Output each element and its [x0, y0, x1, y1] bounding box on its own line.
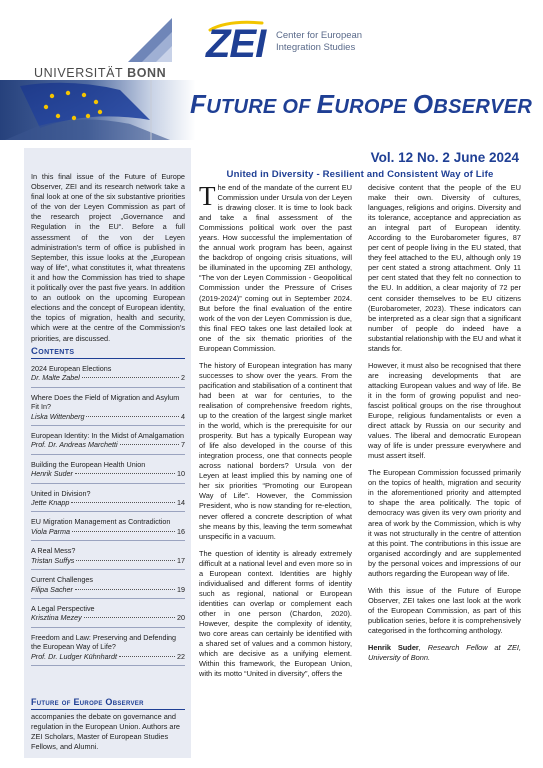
toc-author: Dr. Malte Zabel [31, 373, 80, 383]
toc-author: Prof. Dr. Andreas Marchetti [31, 440, 118, 450]
article-column-1 [199, 183, 352, 686]
publication-title: FUTURE OF EUROPE OBSERVER [190, 89, 533, 119]
toc-title: A Legal Perspective [31, 603, 95, 613]
intro-text: In this final issue of the Future of Europe Observer, ZEI and its research network take a final look at one of the six substantive priorities of the von der Leyen Commission as part of the research project „Governance and Regulation in the EU“. Before a full assessment of the von der Leyen administration’s term of office is published in September, this issue looks at the „European way of life“, what constitutes it, what threatens it and how the Commission has tried to shape it politically over the past five years. In addition to an outlook on the upcoming European elections and the concept of European identity, the topics of migration, health and security, which were at the centre of the Commission’s priorities, are discussed. [31, 172, 185, 343]
toc-page: 10 [177, 469, 185, 479]
zei-subtitle: Center for European Integration Studies [276, 30, 363, 53]
article-paragraph: With this issue of the Future of Europe Observer, ZEI takes one last look at the work of the European Commission, as part of this publication series, before it is comprehensively categorised in the forthcoming anthology. [368, 585, 521, 635]
article-paragraph: The European Commission focussed primarily on the topics of health, migration and security in the aforementioned priority and attempted to shape the area politically. The topic of democracy was given its very own priority and area of work by the Commission, which is why it was not structurally in the centre of attention at this point. The contributions in this issue are organised accordingly and are supplemented by the personal voices and impressions of our authors regarding the European way of life. [368, 468, 521, 578]
toc-item[interactable] [31, 393, 185, 426]
toc-title: EU Migration Management as Contradiction [31, 517, 171, 527]
toc-item[interactable] [31, 517, 185, 541]
toc-page: 20 [177, 613, 185, 623]
toc-title: European Identity: In the Midst of Amalgamation [31, 431, 185, 441]
toc-author: Liska Wittenberg [31, 411, 85, 421]
zei-logo [204, 16, 404, 76]
contents-divider [31, 358, 185, 359]
toc-page: 19 [177, 584, 185, 594]
university-bonn-logo [30, 18, 190, 88]
toc-author: Prof. Dr. Ludger Kühnhardt [31, 651, 118, 661]
toc-page: 2 [181, 373, 185, 383]
sidebar [24, 148, 191, 758]
toc-title: United in Division? [31, 488, 91, 498]
toc-title: A Real Mess? [31, 546, 76, 556]
toc-title: 2024 European Elections [31, 364, 112, 373]
article-paragraph: decisive content that the people of the EU make their own. Diversity of cultures, languages, religions and origins. Diversity and its tolerance, acceptance and appreciation as an integral part of European identity. According to the Eurobarometer figures, 87 per cent of people living in the EU stated, that they feel attached to the EU, although only 19 per cent stated a strong attachment. Only 11 per cent stated that they felt no connection to the EU. In addition, a clear majority of 72 per cent consider themselves to be EU citizens (Eurobarometer, 2023). These indicators can be interpreted as a clear sign that a significant number of people do indeed have a substantial relationship with the EU and what it stands for. [368, 183, 521, 353]
feo-box-heading: Future of Europe Observer [31, 697, 144, 707]
author-signature: Henrik Suder, Research Fellow at ZEI, University of Bonn. [368, 643, 521, 663]
contents-heading: Contents [31, 346, 75, 357]
issue-number: Vol. 12 No. 2 June 2024 [370, 150, 519, 165]
toc-page: 7 [181, 440, 185, 450]
article-column-2 [368, 183, 521, 670]
article-paragraph: The end of the mandate of the current EU Commission under Ursula von der Leyen is drawing closer. It is time to look back and take a final assessment of the Commissions political work over the past years. How successful the implementation of the annual work program has been, against the backdrop of ongoing crisis situations, will be illuminated in the upcoming ZEI anthology, “The von der Leyen Commission - Geopolitical Commission under the Pressure of Crises (2019-2024)” coming out in September 2024. But before the final evaluation of the entire work of the von der Leyen Commission is due, this final FEO takes one last detailed look at one of the six thematic priorities of the European Commission. [199, 181, 352, 353]
toc-item[interactable] [31, 633, 185, 666]
article-paragraph: However, it must also be recognised that there are increasing developments that are attacking European values and way of life. Be it in the form of growing populist and neo-fascist political groups on the rise throughout Europe, religious fundamentalists or even a direct attack by Russia on our security and values. The liberal and democratic European way of life is under pressure everywhere and must assert itself. [368, 360, 521, 461]
toc-item[interactable] [31, 575, 185, 599]
toc-item[interactable] [31, 604, 185, 628]
toc-author: Viola Parma [31, 526, 71, 536]
toc-author: Henrik Suder [31, 469, 73, 479]
toc-title: Where Does the Field of Migration and Asylum Fit In? [31, 392, 180, 412]
toc-item[interactable] [31, 546, 185, 570]
toc-author: Jette Knapp [31, 498, 70, 508]
toc-item[interactable] [31, 489, 185, 513]
toc-title: Freedom and Law: Preserving and Defending the European Way of Life? [31, 632, 177, 652]
drop-cap: T [199, 181, 216, 211]
toc-item[interactable] [31, 460, 185, 484]
toc-page: 22 [177, 651, 185, 661]
toc-page: 16 [177, 526, 185, 536]
toc-page: 14 [177, 498, 185, 508]
bonn-logo-mark-icon [128, 18, 172, 62]
toc-author: Filipa Sacher [31, 584, 73, 594]
toc-title: Current Challenges [31, 575, 93, 585]
feo-box-divider [31, 709, 185, 710]
toc-author: Tristan Suffys [31, 555, 75, 565]
article-title: United in Diversity - Resilient and Consistent Way of Life [226, 169, 494, 180]
zei-wordmark: ZEI [206, 22, 266, 66]
toc-item[interactable] [31, 431, 185, 455]
toc-author: Krisztina Mezey [31, 613, 82, 623]
article-paragraph: The question of identity is already extremely difficult at a national level and even more so in a European context. Identities are highly individualised and different forms of identity such as regional, national or European identities can overlap or complement each other in one person (Chardon, 2020). However, despite the complexity of identity, two core areas can certainly be identified with a shared set of values and a common history, which are decisive as a unifying element. Within this framework, the European Union, with its motto “United in diversity”, offers the [199, 548, 352, 679]
toc-item[interactable] [31, 364, 185, 388]
toc-page: 17 [177, 555, 185, 565]
feo-box-text: accompanies the debate on governance and regulation in the European Union. Authors are ZEI Scholars, Master of European Studies Fellows, and Alumni. [31, 712, 181, 752]
university-name: UNIVERSITÄT BONN [34, 66, 167, 80]
toc-title: Building the European Health Union [31, 459, 146, 469]
table-of-contents [31, 364, 185, 671]
article-paragraph: The history of European integration has many successes to show over the years. From the pacification and stabilisation of a continent that had been at war for centuries, to the realisation of comprehensive freedom rights, up to the creation of the largest single market in the world, which is the prerequisite for our prosperity. But has a typically European way of life also developed in the course of this integration process, one that connects people across national borders? Ursula von der Leyen at least implied this by naming one of her six priorities “Promoting our European Way of Life”. However, the Commission President, who is now standing for re-election, never offered a concrete description of what she means by this, leaving the term somewhat unspecific in a vacuum. [199, 360, 352, 541]
toc-page: 4 [181, 411, 185, 421]
